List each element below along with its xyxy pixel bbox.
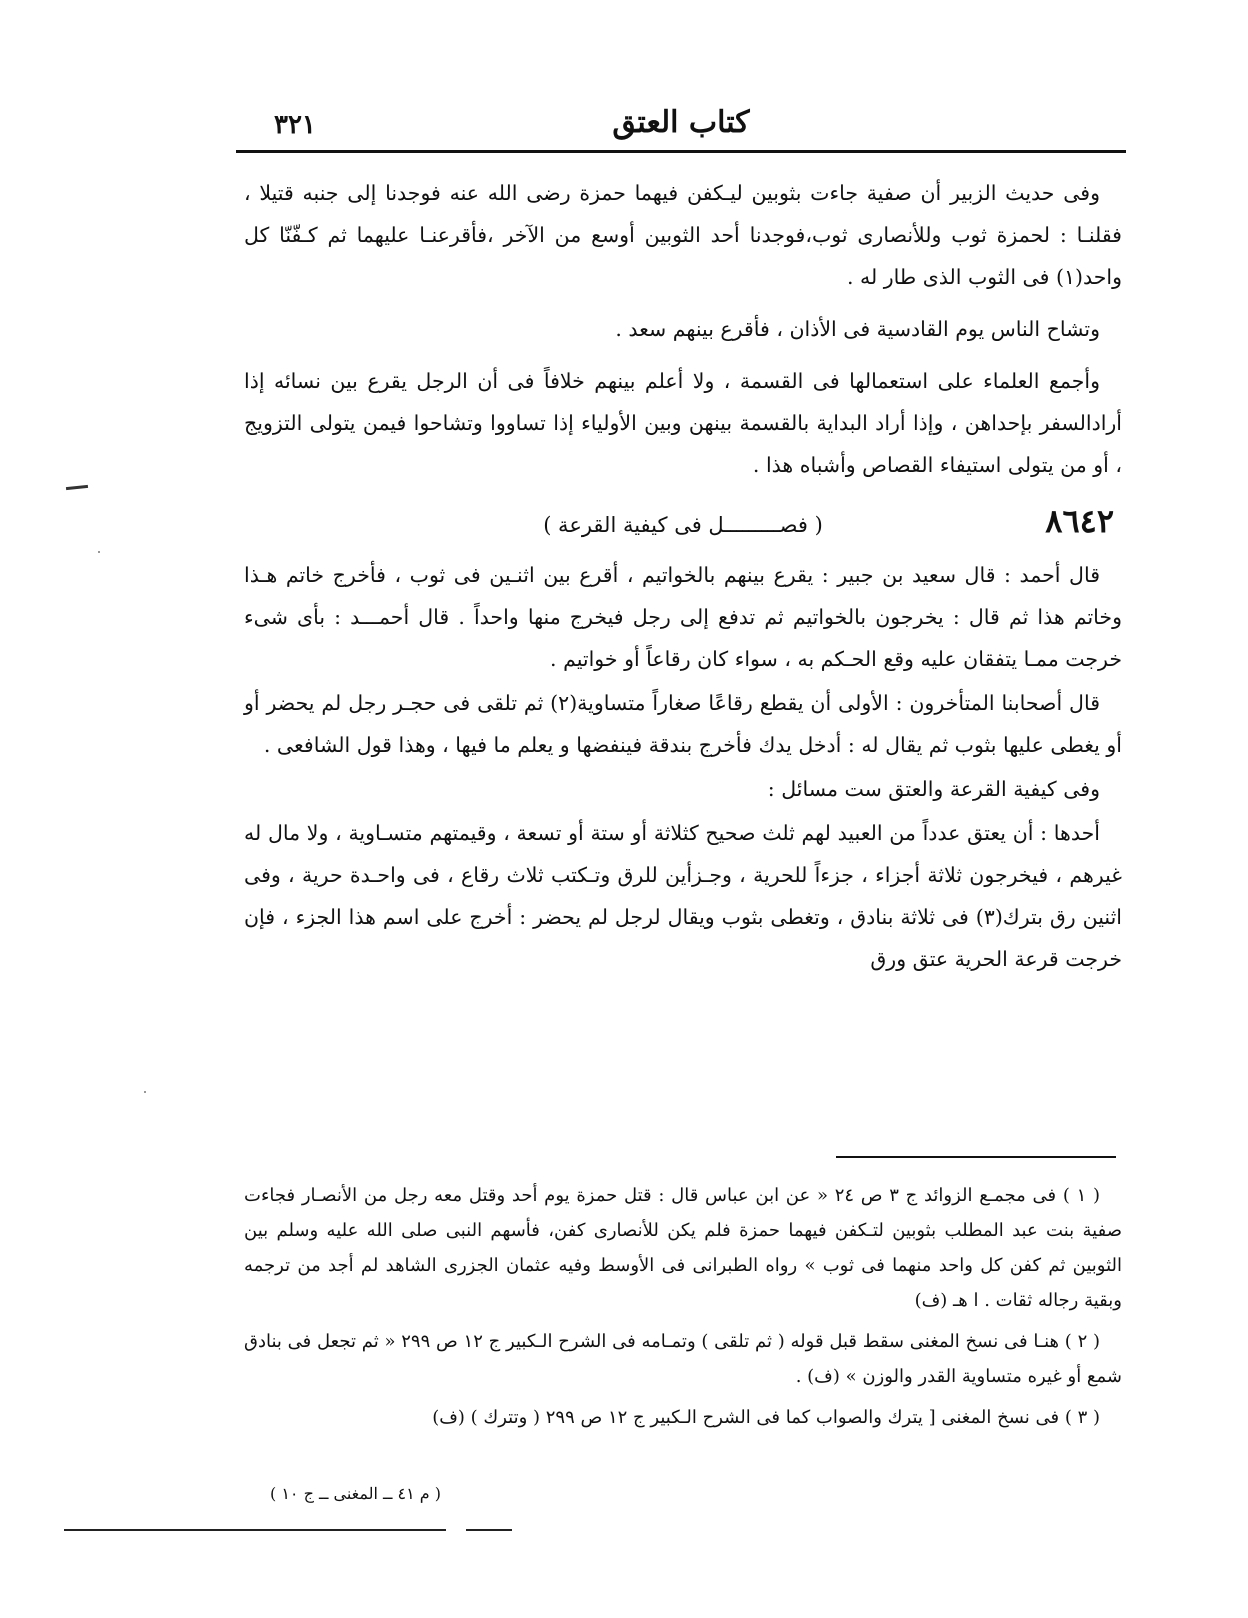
running-title: كتاب العتق (612, 105, 750, 140)
footnote: ( ١ ) فى مجمـع الزوائد ج ٣ ص ٢٤ « عن ابن عباس قال : قتل حمزة يوم أحد وقتل معه رجل من الأنصـار فجاءت صفية بنت عبد المطلب بثوبين لتـكفن فيهما حمزة فلم يكن للأنصارى كفن، فأسهم النبى صلى الله عليه وسلم بين الثوبين ثم كفن كل واحد منهما فى ثوب » رواه الطبرانى فى الأوسط وفيه عثمان الجزرى الشاهد لم أجد من ترجمه وبقية رجاله ثقات . ا هـ (ف) (244, 1185, 1122, 1311)
paragraph: وتشاح الناس يوم القادسية فى الأذان ، فأقرع بينهم سعد . (615, 317, 1100, 341)
scan-speck (98, 551, 100, 553)
paragraph: وأجمع العلماء على استعمالها فى القسمة ، ولا أعلم بينهم خلافاً فى أن الرجل يقرع بين نسائه إذا أرادالسفر بإحداهن ، وإذا أراد البداية بالقسمة بينهن وبين الأولياء إذا تساووا وتشاحوا فيمن يتولى التزويج ، أو من يتولى استيفاء القصاص وأشباه هذا . (244, 369, 1122, 477)
section-heading (244, 496, 1122, 548)
section-title: ( فصـــــــــل فى كيفية القرعة ) (543, 513, 823, 537)
page-number: ٣٢١ (274, 110, 316, 140)
paragraph: وفى حديث الزبير أن صفية جاءت بثوبين ليـكفن فيهما حمزة رضى الله عنه فوجدنا إلى جنبه قتيلا ، فقلنـا : لحمزة ثوب وللأنصارى ثوب،فوجدنا أحد الثوبين أوسع من الآخر ،فأقرعنـا عليهما ثم كـفّنّا كل واحد(١) فى الثوب الذى طار له . (244, 181, 1122, 289)
printer-signature: ( م ٤١ ــ المغنى ــ ج ١٠ ) (270, 1484, 441, 1503)
paragraph: وفى كيفية القرعة والعتق ست مسائل : (767, 777, 1100, 801)
paragraph: أحدها : أن يعتق عدداً من العبيد لهم ثلث صحيح كثلاثة أو ستة أو تسعة ، وقيمتهم متسـاوية ، ولا مال له غيرهم ، فيخرجون ثلاثة أجزاء ، جزءاً للحرية ، وجـزأين للرق وتـكتب ثلاث رقاع ، فى واحـدة حرية ، وفى اثنين رق بترك(٣) فى ثلاثة بنادق ، وتغطى بثوب ويقال لرجل لم يحضر : أخرج على اسم هذا الجزء ، فإن خرجت قرعة الحرية عتق ورق (244, 821, 1122, 971)
section-number: ٨٦٤٢ (1045, 502, 1114, 540)
bottom-rule (64, 1529, 446, 1531)
paragraph: قال أحمد : قال سعيد بن جبير : يقرع بينهم بالخواتيم ، أقرع بين اثنـين فى ثوب ، فأخرج خاتم هـذا وخاتم هذا ثم قال : يخرجون بالخواتيم ثم تدفع إلى رجل فيخرج منها واحداً . قال أحمـــد : بأى شىء خرجت ممـا يتفقان عليه وقع الحـكم به ، سواء كان رقاعاً أو خواتيم . (244, 563, 1122, 671)
bottom-rule-short (466, 1529, 512, 1531)
scan-speck (144, 1091, 146, 1093)
footnote-rule (836, 1156, 1116, 1158)
running-header (240, 96, 1122, 144)
header-rule (236, 150, 1126, 153)
main-text (244, 172, 1122, 982)
margin-mark (66, 485, 88, 490)
footnotes (244, 1178, 1122, 1441)
paragraph: قال أصحابنا المتأخرون : الأولى أن يقطع رقاعًا صغاراً متساوية(٢) ثم تلقى فى حجـر رجل لم يحضر أو أو يغطى عليها بثوب ثم يقال له : أدخل يدك فأخرج بندقة فينفضها و يعلم ما فيها ، وهذا قول الشافعى . (244, 691, 1122, 757)
footnote: ( ٢ ) هنـا فى نسخ المغنى سقط قبل قوله ( ثم تلقى ) وتمـامه فى الشرح الـكبير ج ١٢ ص ٢٩٩ « ثم تجعل فى بنادق شمع أو غيره متساوية القدر والوزن » (ف) . (244, 1331, 1122, 1387)
footnote: ( ٣ ) فى نسخ المغنى [ يترك والصواب كما فى الشرح الـكبير ج ١٢ ص ٢٩٩ ( وتترك ) (ف) (432, 1407, 1100, 1428)
